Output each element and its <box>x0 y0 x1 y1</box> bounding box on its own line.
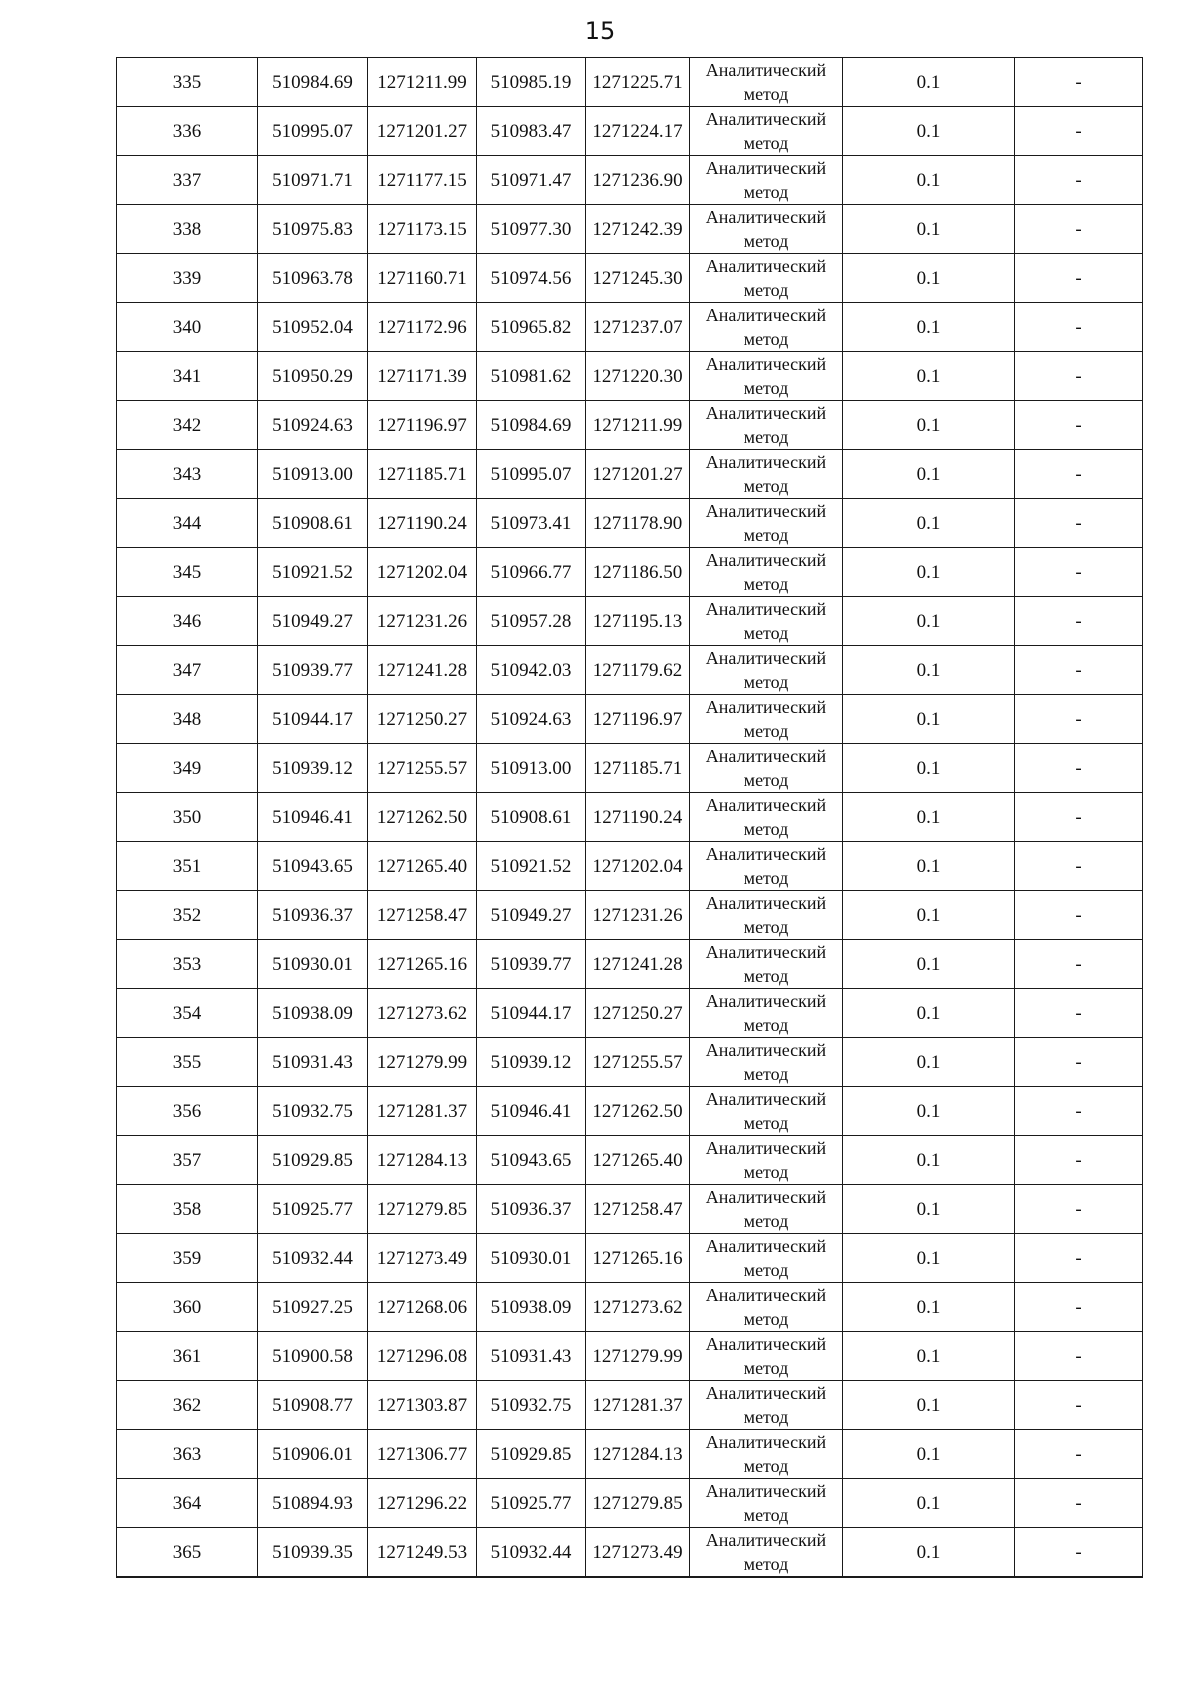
table-row <box>117 254 1143 303</box>
x1-cell: 510944.17 <box>258 695 368 744</box>
y1-cell: 1271273.49 <box>368 1234 477 1283</box>
y2-cell: 1271241.28 <box>586 940 690 989</box>
y2-cell: 1271265.16 <box>586 1234 690 1283</box>
y1-cell: 1271281.37 <box>368 1087 477 1136</box>
table-row <box>117 352 1143 401</box>
method-cell: Аналитический метод <box>690 1283 843 1332</box>
x2-cell: 510946.41 <box>477 1087 586 1136</box>
accuracy-cell: 0.1 <box>843 1283 1015 1332</box>
x2-cell: 510942.03 <box>477 646 586 695</box>
table-row <box>117 1332 1143 1381</box>
accuracy-cell: 0.1 <box>843 107 1015 156</box>
point-number-cell: 340 <box>117 303 258 352</box>
table-row <box>117 499 1143 548</box>
accuracy-cell: 0.1 <box>843 1381 1015 1430</box>
method-cell: Аналитический метод <box>690 1234 843 1283</box>
y1-cell: 1271177.15 <box>368 156 477 205</box>
point-number-cell: 345 <box>117 548 258 597</box>
point-number-cell: 341 <box>117 352 258 401</box>
note-cell: - <box>1015 58 1143 107</box>
method-cell: Аналитический метод <box>690 744 843 793</box>
x1-cell: 510921.52 <box>258 548 368 597</box>
note-cell: - <box>1015 499 1143 548</box>
table-row <box>117 303 1143 352</box>
note-cell: - <box>1015 1136 1143 1185</box>
x2-cell: 510943.65 <box>477 1136 586 1185</box>
table-row <box>117 401 1143 450</box>
x2-cell: 510929.85 <box>477 1430 586 1479</box>
note-cell: - <box>1015 1430 1143 1479</box>
x2-cell: 510977.30 <box>477 205 586 254</box>
method-cell: Аналитический метод <box>690 989 843 1038</box>
table-row <box>117 107 1143 156</box>
note-cell: - <box>1015 205 1143 254</box>
accuracy-cell: 0.1 <box>843 989 1015 1038</box>
y1-cell: 1271190.24 <box>368 499 477 548</box>
table-row <box>117 58 1143 107</box>
method-cell: Аналитический метод <box>690 1332 843 1381</box>
point-number-cell: 352 <box>117 891 258 940</box>
accuracy-cell: 0.1 <box>843 401 1015 450</box>
x1-cell: 510932.44 <box>258 1234 368 1283</box>
y2-cell: 1271273.62 <box>586 1283 690 1332</box>
y1-cell: 1271296.22 <box>368 1479 477 1528</box>
method-cell: Аналитический метод <box>690 891 843 940</box>
table-row <box>117 548 1143 597</box>
x2-cell: 510938.09 <box>477 1283 586 1332</box>
note-cell: - <box>1015 940 1143 989</box>
method-cell: Аналитический метод <box>690 842 843 891</box>
x2-cell: 510930.01 <box>477 1234 586 1283</box>
point-number-cell: 338 <box>117 205 258 254</box>
method-cell: Аналитический метод <box>690 205 843 254</box>
method-cell: Аналитический метод <box>690 1528 843 1578</box>
y2-cell: 1271179.62 <box>586 646 690 695</box>
y2-cell: 1271279.99 <box>586 1332 690 1381</box>
method-cell: Аналитический метод <box>690 499 843 548</box>
point-number-cell: 349 <box>117 744 258 793</box>
x1-cell: 510943.65 <box>258 842 368 891</box>
point-number-cell: 358 <box>117 1185 258 1234</box>
note-cell: - <box>1015 989 1143 1038</box>
table-row <box>117 1136 1143 1185</box>
x1-cell: 510900.58 <box>258 1332 368 1381</box>
method-cell: Аналитический метод <box>690 352 843 401</box>
x1-cell: 510963.78 <box>258 254 368 303</box>
y1-cell: 1271196.97 <box>368 401 477 450</box>
note-cell: - <box>1015 1038 1143 1087</box>
x1-cell: 510939.77 <box>258 646 368 695</box>
note-cell: - <box>1015 1185 1143 1234</box>
method-cell: Аналитический метод <box>690 793 843 842</box>
y1-cell: 1271296.08 <box>368 1332 477 1381</box>
x2-cell: 510931.43 <box>477 1332 586 1381</box>
y1-cell: 1271303.87 <box>368 1381 477 1430</box>
accuracy-cell: 0.1 <box>843 891 1015 940</box>
method-cell: Аналитический метод <box>690 450 843 499</box>
y1-cell: 1271160.71 <box>368 254 477 303</box>
accuracy-cell: 0.1 <box>843 842 1015 891</box>
x1-cell: 510913.00 <box>258 450 368 499</box>
y2-cell: 1271279.85 <box>586 1479 690 1528</box>
y1-cell: 1271185.71 <box>368 450 477 499</box>
point-number-cell: 353 <box>117 940 258 989</box>
x1-cell: 510929.85 <box>258 1136 368 1185</box>
x1-cell: 510939.35 <box>258 1528 368 1578</box>
y2-cell: 1271281.37 <box>586 1381 690 1430</box>
x2-cell: 510971.47 <box>477 156 586 205</box>
y2-cell: 1271178.90 <box>586 499 690 548</box>
accuracy-cell: 0.1 <box>843 744 1015 793</box>
y1-cell: 1271279.85 <box>368 1185 477 1234</box>
y2-cell: 1271250.27 <box>586 989 690 1038</box>
table-body <box>117 58 1143 1578</box>
note-cell: - <box>1015 548 1143 597</box>
table-row <box>117 450 1143 499</box>
point-number-cell: 356 <box>117 1087 258 1136</box>
y2-cell: 1271196.97 <box>586 695 690 744</box>
point-number-cell: 336 <box>117 107 258 156</box>
x1-cell: 510924.63 <box>258 401 368 450</box>
x1-cell: 510927.25 <box>258 1283 368 1332</box>
point-number-cell: 348 <box>117 695 258 744</box>
accuracy-cell: 0.1 <box>843 1234 1015 1283</box>
x2-cell: 510924.63 <box>477 695 586 744</box>
x1-cell: 510995.07 <box>258 107 368 156</box>
point-number-cell: 362 <box>117 1381 258 1430</box>
y1-cell: 1271262.50 <box>368 793 477 842</box>
table-row <box>117 1038 1143 1087</box>
y2-cell: 1271258.47 <box>586 1185 690 1234</box>
accuracy-cell: 0.1 <box>843 1528 1015 1578</box>
table-row <box>117 744 1143 793</box>
table-row <box>117 1479 1143 1528</box>
coordinates-table <box>116 57 1143 1578</box>
x1-cell: 510925.77 <box>258 1185 368 1234</box>
accuracy-cell: 0.1 <box>843 1332 1015 1381</box>
x2-cell: 510908.61 <box>477 793 586 842</box>
x1-cell: 510908.77 <box>258 1381 368 1430</box>
table-row <box>117 646 1143 695</box>
x2-cell: 510925.77 <box>477 1479 586 1528</box>
accuracy-cell: 0.1 <box>843 499 1015 548</box>
table-row <box>117 1185 1143 1234</box>
accuracy-cell: 0.1 <box>843 1136 1015 1185</box>
y2-cell: 1271284.13 <box>586 1430 690 1479</box>
table-row <box>117 1381 1143 1430</box>
method-cell: Аналитический метод <box>690 254 843 303</box>
note-cell: - <box>1015 107 1143 156</box>
note-cell: - <box>1015 1332 1143 1381</box>
x1-cell: 510950.29 <box>258 352 368 401</box>
table-row <box>117 989 1143 1038</box>
y2-cell: 1271185.71 <box>586 744 690 793</box>
point-number-cell: 365 <box>117 1528 258 1578</box>
y2-cell: 1271195.13 <box>586 597 690 646</box>
note-cell: - <box>1015 744 1143 793</box>
accuracy-cell: 0.1 <box>843 695 1015 744</box>
table-row <box>117 205 1143 254</box>
method-cell: Аналитический метод <box>690 401 843 450</box>
y1-cell: 1271279.99 <box>368 1038 477 1087</box>
accuracy-cell: 0.1 <box>843 156 1015 205</box>
accuracy-cell: 0.1 <box>843 1479 1015 1528</box>
point-number-cell: 350 <box>117 793 258 842</box>
x1-cell: 510971.71 <box>258 156 368 205</box>
x1-cell: 510906.01 <box>258 1430 368 1479</box>
method-cell: Аналитический метод <box>690 58 843 107</box>
accuracy-cell: 0.1 <box>843 352 1015 401</box>
note-cell: - <box>1015 646 1143 695</box>
note-cell: - <box>1015 1283 1143 1332</box>
x1-cell: 510931.43 <box>258 1038 368 1087</box>
x1-cell: 510984.69 <box>258 58 368 107</box>
x1-cell: 510908.61 <box>258 499 368 548</box>
accuracy-cell: 0.1 <box>843 1087 1015 1136</box>
x2-cell: 510966.77 <box>477 548 586 597</box>
note-cell: - <box>1015 303 1143 352</box>
method-cell: Аналитический метод <box>690 1381 843 1430</box>
method-cell: Аналитический метод <box>690 1087 843 1136</box>
point-number-cell: 347 <box>117 646 258 695</box>
method-cell: Аналитический метод <box>690 303 843 352</box>
y2-cell: 1271237.07 <box>586 303 690 352</box>
y2-cell: 1271224.17 <box>586 107 690 156</box>
table-row <box>117 156 1143 205</box>
x2-cell: 510932.44 <box>477 1528 586 1578</box>
accuracy-cell: 0.1 <box>843 940 1015 989</box>
y2-cell: 1271255.57 <box>586 1038 690 1087</box>
note-cell: - <box>1015 793 1143 842</box>
accuracy-cell: 0.1 <box>843 597 1015 646</box>
y1-cell: 1271255.57 <box>368 744 477 793</box>
y1-cell: 1271284.13 <box>368 1136 477 1185</box>
method-cell: Аналитический метод <box>690 1185 843 1234</box>
method-cell: Аналитический метод <box>690 548 843 597</box>
table-row <box>117 940 1143 989</box>
x2-cell: 510936.37 <box>477 1185 586 1234</box>
note-cell: - <box>1015 1479 1143 1528</box>
accuracy-cell: 0.1 <box>843 1038 1015 1087</box>
x2-cell: 510965.82 <box>477 303 586 352</box>
y2-cell: 1271231.26 <box>586 891 690 940</box>
x2-cell: 510983.47 <box>477 107 586 156</box>
x1-cell: 510894.93 <box>258 1479 368 1528</box>
point-number-cell: 346 <box>117 597 258 646</box>
note-cell: - <box>1015 352 1143 401</box>
x2-cell: 510913.00 <box>477 744 586 793</box>
point-number-cell: 342 <box>117 401 258 450</box>
table-row <box>117 695 1143 744</box>
point-number-cell: 359 <box>117 1234 258 1283</box>
table-row <box>117 891 1143 940</box>
x1-cell: 510939.12 <box>258 744 368 793</box>
y1-cell: 1271201.27 <box>368 107 477 156</box>
y2-cell: 1271211.99 <box>586 401 690 450</box>
table-row <box>117 1234 1143 1283</box>
method-cell: Аналитический метод <box>690 1136 843 1185</box>
y1-cell: 1271258.47 <box>368 891 477 940</box>
x2-cell: 510932.75 <box>477 1381 586 1430</box>
page-number: 15 <box>584 17 616 45</box>
note-cell: - <box>1015 156 1143 205</box>
note-cell: - <box>1015 1234 1143 1283</box>
y1-cell: 1271249.53 <box>368 1528 477 1578</box>
x2-cell: 510995.07 <box>477 450 586 499</box>
y1-cell: 1271202.04 <box>368 548 477 597</box>
x1-cell: 510938.09 <box>258 989 368 1038</box>
method-cell: Аналитический метод <box>690 107 843 156</box>
y2-cell: 1271225.71 <box>586 58 690 107</box>
y2-cell: 1271220.30 <box>586 352 690 401</box>
x1-cell: 510932.75 <box>258 1087 368 1136</box>
y2-cell: 1271262.50 <box>586 1087 690 1136</box>
method-cell: Аналитический метод <box>690 695 843 744</box>
note-cell: - <box>1015 401 1143 450</box>
x2-cell: 510974.56 <box>477 254 586 303</box>
point-number-cell: 337 <box>117 156 258 205</box>
note-cell: - <box>1015 1528 1143 1578</box>
method-cell: Аналитический метод <box>690 1430 843 1479</box>
y1-cell: 1271231.26 <box>368 597 477 646</box>
y1-cell: 1271173.15 <box>368 205 477 254</box>
y1-cell: 1271306.77 <box>368 1430 477 1479</box>
y2-cell: 1271236.90 <box>586 156 690 205</box>
y1-cell: 1271268.06 <box>368 1283 477 1332</box>
point-number-cell: 344 <box>117 499 258 548</box>
y1-cell: 1271241.28 <box>368 646 477 695</box>
point-number-cell: 354 <box>117 989 258 1038</box>
x2-cell: 510981.62 <box>477 352 586 401</box>
table-row <box>117 1283 1143 1332</box>
x2-cell: 510944.17 <box>477 989 586 1038</box>
point-number-cell: 364 <box>117 1479 258 1528</box>
y2-cell: 1271202.04 <box>586 842 690 891</box>
x1-cell: 510930.01 <box>258 940 368 989</box>
y2-cell: 1271201.27 <box>586 450 690 499</box>
y1-cell: 1271211.99 <box>368 58 477 107</box>
method-cell: Аналитический метод <box>690 156 843 205</box>
method-cell: Аналитический метод <box>690 1038 843 1087</box>
y2-cell: 1271273.49 <box>586 1528 690 1578</box>
y2-cell: 1271242.39 <box>586 205 690 254</box>
note-cell: - <box>1015 597 1143 646</box>
x2-cell: 510939.12 <box>477 1038 586 1087</box>
accuracy-cell: 0.1 <box>843 1185 1015 1234</box>
accuracy-cell: 0.1 <box>843 58 1015 107</box>
table-row <box>117 1087 1143 1136</box>
x2-cell: 510985.19 <box>477 58 586 107</box>
x1-cell: 510946.41 <box>258 793 368 842</box>
point-number-cell: 343 <box>117 450 258 499</box>
note-cell: - <box>1015 1381 1143 1430</box>
table-row <box>117 793 1143 842</box>
accuracy-cell: 0.1 <box>843 548 1015 597</box>
table-row <box>117 1528 1143 1578</box>
table-row <box>117 1430 1143 1479</box>
x2-cell: 510957.28 <box>477 597 586 646</box>
y2-cell: 1271190.24 <box>586 793 690 842</box>
x1-cell: 510952.04 <box>258 303 368 352</box>
point-number-cell: 357 <box>117 1136 258 1185</box>
y1-cell: 1271171.39 <box>368 352 477 401</box>
table-row <box>117 842 1143 891</box>
point-number-cell: 363 <box>117 1430 258 1479</box>
accuracy-cell: 0.1 <box>843 254 1015 303</box>
method-cell: Аналитический метод <box>690 597 843 646</box>
point-number-cell: 335 <box>117 58 258 107</box>
accuracy-cell: 0.1 <box>843 1430 1015 1479</box>
note-cell: - <box>1015 891 1143 940</box>
accuracy-cell: 0.1 <box>843 646 1015 695</box>
note-cell: - <box>1015 254 1143 303</box>
y1-cell: 1271265.16 <box>368 940 477 989</box>
method-cell: Аналитический метод <box>690 940 843 989</box>
method-cell: Аналитический метод <box>690 646 843 695</box>
accuracy-cell: 0.1 <box>843 205 1015 254</box>
note-cell: - <box>1015 1087 1143 1136</box>
y1-cell: 1271250.27 <box>368 695 477 744</box>
note-cell: - <box>1015 695 1143 744</box>
x2-cell: 510949.27 <box>477 891 586 940</box>
y1-cell: 1271273.62 <box>368 989 477 1038</box>
point-number-cell: 361 <box>117 1332 258 1381</box>
x2-cell: 510939.77 <box>477 940 586 989</box>
y2-cell: 1271245.30 <box>586 254 690 303</box>
point-number-cell: 339 <box>117 254 258 303</box>
note-cell: - <box>1015 842 1143 891</box>
x2-cell: 510921.52 <box>477 842 586 891</box>
point-number-cell: 355 <box>117 1038 258 1087</box>
x1-cell: 510949.27 <box>258 597 368 646</box>
point-number-cell: 351 <box>117 842 258 891</box>
x2-cell: 510973.41 <box>477 499 586 548</box>
y1-cell: 1271265.40 <box>368 842 477 891</box>
x2-cell: 510984.69 <box>477 401 586 450</box>
y2-cell: 1271186.50 <box>586 548 690 597</box>
accuracy-cell: 0.1 <box>843 793 1015 842</box>
x1-cell: 510936.37 <box>258 891 368 940</box>
method-cell: Аналитический метод <box>690 1479 843 1528</box>
x1-cell: 510975.83 <box>258 205 368 254</box>
accuracy-cell: 0.1 <box>843 303 1015 352</box>
point-number-cell: 360 <box>117 1283 258 1332</box>
note-cell: - <box>1015 450 1143 499</box>
y2-cell: 1271265.40 <box>586 1136 690 1185</box>
y1-cell: 1271172.96 <box>368 303 477 352</box>
table-row <box>117 597 1143 646</box>
accuracy-cell: 0.1 <box>843 450 1015 499</box>
